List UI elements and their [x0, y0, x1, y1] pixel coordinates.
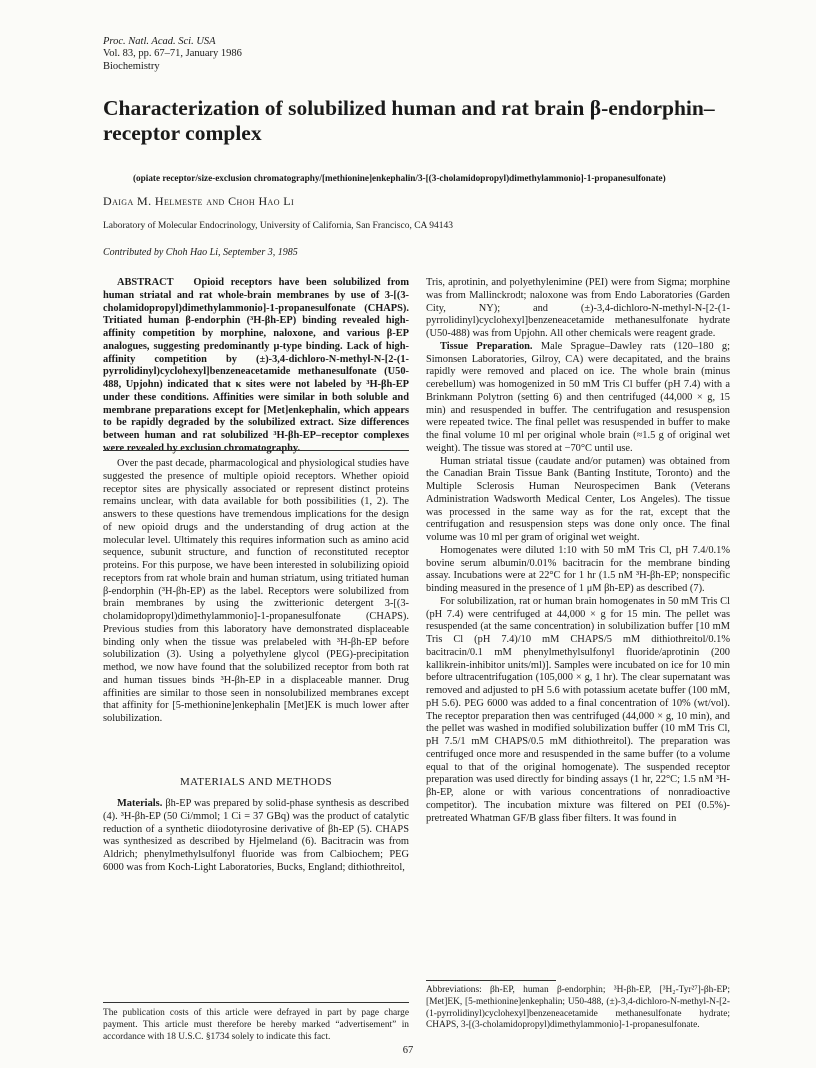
materials-text: βh-EP was prepared by solid-phase synthesis as described (4). ³H-βh-EP (50 Ci/mmol; 1 Ci = 37 GBq) was the product of catalytic reduction of a synthetic diiodotyrosine derivative of βh-EP (5). CHAPS was synthesized as described by Hjelmeland (6). Bacitracin was from Aldrich; phenylmethylsulfonyl fluoride was from Calbiochem; PEG 6000 was from Koch-Light Laboratories, Bucks, England; dithiothreitol, — [103, 798, 409, 873]
abstract-label: ABSTRACT — [117, 277, 174, 288]
tissue-text: Male Sprague–Dawley rats (120–180 g; Simonsen Laboratories, Gilroy, CA) were decapitated, and the brains rapidly were removed and placed on ice. The whole brain (minus cerebellum) was homogenized in 50 mM Tris Cl buffer (pH 7.4) with a Brinkmann Polytron (setting 6) and then centrifuged (44,000 × g, 15 min) and resuspended in buffer. The centrifugation and resuspension were repeated twice. The final pellet was resuspended in buffer to make the final volume 10 ml per original whole brain (≈1.5 g of original wet weight). The tissue was stored at −70°C until use. — [426, 340, 730, 454]
tissue-label: Tissue Preparation. — [440, 340, 533, 352]
methods-heading: MATERIALS AND METHODS — [179, 776, 333, 788]
journal-volume: Vol. 83, pp. 67–71, January 1986 — [103, 48, 242, 60]
article-title: Characterization of solubilized human and rat brain β-endorphin–receptor complex — [103, 96, 715, 145]
abstract-text: Opioid receptors have been solubilized from human striatal and rat whole-brain membranes by use of 3-[(3-cholamidopropyl)dimethylammonio]-1-propanesulfonate (CHAPS). Tritiated human β-endorphin (³H-βh-EP) binding revealed high-affinity competition by morphine, naloxone, and various β-EP analogues, suggesting predominantly μ-type binding. Lack of high-affinity competition by (±)-3,4-dichloro-N-methyl-N-[2-(1-pyrrolidinyl)cyclohexyl]benzeneacetamide methanesulfonate (U50-488, Upjohn) indicated that κ sites were not labeled by ³H-βh-EP under these conditions. Affinities were similar in both soluble and membrane preparations except for [Met]enkephalin, which appears to be rapidly degraded by the solubilized extract. Size differences between human and rat solubilized ³H-βh-EP–receptor complexes were revealed by exclusion chromatography. — [103, 277, 410, 454]
abstract-rule — [103, 450, 409, 451]
solubilization-paragraph: For solubilization, rat or human brain homogenates in 50 mM Tris Cl (pH 7.4) were centrifuged at 44,000 × g for 15 min. The pellet was resuspended (at the same concentration) in solubilization buffer [10 mM Tris Cl (pH 7.4)/10 mM CHAPS/5 mM dithiothreitol/0.1% bacitracin/0.1 mM phenylmethylsulfonyl fluoride/aprotinin (200 kallikrein-inhibitor units/ml)]. Samples were incubated on ice for 10 min before ultracentrifugation (105,000 × g, 1 hr). The clear supernatant was removed and adjusted to pH 5.6 with potassium acetate buffer (100 mM, pH 5.6). PEG 6000 was added to a final concentration of 10% (wt/vol). The receptor preparation then was centrifuged (44,000 × g, 10 min), and the pellet was washed in modified solubilization buffer (10 mM Tris Cl, pH 7.5/1 mM CHAPS/0.5 mM dithiothreitol). The preparation was centrifuged once more and resuspended in the same buffer (to a volume equal to that of the original homogenate). The suspended receptor preparation was used directly for binding assays (1 hr, 22°C; 1.5 nM ³H-βh-EP, alone or with various concentrations of nonradioactive competitor). The incubation mixture was filtered on PEI (0.5%)-pretreated Whatman GF/B glass fiber filters. It was found in — [426, 595, 730, 824]
right-column — [426, 277, 730, 825]
introduction — [103, 458, 409, 726]
page-number: 67 — [402, 1045, 414, 1056]
journal-name: Proc. Natl. Acad. Sci. USA — [103, 36, 216, 47]
materials-section — [103, 798, 409, 875]
abbreviations: Abbreviations: βh-EP, human β-endorphin; ³H-βh-EP, [³H₂-Tyr²⁷]-βh-EP; [Met]EK, [5-methionine]enkephalin; U50-488, (±)-3,4-dichloro-N-methyl-N-[2-(1-pyrrolidinyl)cyclohexyl]benzeneacetamide methanesulfonate hydrate; CHAPS, 3-[(3-cholamidopropyl)dimethylammonio]-1-propanesulfonate. — [426, 985, 730, 1031]
abbrev-rule — [426, 980, 556, 981]
authors: Daiga M. Helmeste and Choh Hao Li — [103, 194, 295, 208]
footnote-rule — [103, 1002, 409, 1003]
materials-continued: Tris, aprotinin, and polyethylenimine (PEI) were from Sigma; morphine was from Mallinckrodt; naloxone was from Endo Laboratories (Garden City, NY); and (±)-3,4-dichloro-N-methyl-N-[2-(1-pyrrolidinyl)cyclohexyl]benzeneacetamide methanesulfonate hydrate (U50-488) was from Upjohn. All other chemicals were reagent grade. — [426, 277, 730, 339]
journal-section: Biochemistry — [103, 60, 160, 72]
publication-footnote: The publication costs of this article were defrayed in part by page charge payment. This article must therefore be hereby marked “advertisement” in accordance with 18 U.S.C. §1734 solely to indicate this fact. — [103, 1008, 409, 1042]
contributed-by: Contributed by Choh Hao Li, September 3, 1985 — [103, 247, 298, 258]
intro-paragraph: Over the past decade, pharmacological and physiological studies have suggested the presence of multiple opioid receptors. Whether opioid receptor sites are physically associated or represent distinct proteins remains unclear, with data available for both possibilities (1, 2). The answers to these questions have tremendous implications for the design of new opioid drugs and the understanding of drug action at the molecular level. Ultimately this requires information such as amino acid sequence, subunit structure, and function of reconstituted receptor proteins. For this purpose, we have been interested in solubilizing opioid receptors from rat whole brain and human striatum, using tritiated human β-endorphin (³H-βh-EP) as the label. Receptors were solubilized from brain membranes by using the zwitterionic detergent 3-[(3-cholamidopropyl)dimethylammonio]-1-propanesulfonate (CHAPS). Previous studies from this laboratory have demonstrated displaceable binding only when the tissue was prelabeled with ³H-βh-EP before solubilization (3). Using a polyethylene glycol (PEG)-precipitation method, we now have found that the solubilized receptor from both rat and human tissues binds ³H-βh-EP in a displaceable manner. Drug affinities are similar to those seen in nonsolubilized membranes except that affinity for [5-methionine]enkephalin [Met]EK is much lower after solubilization. — [103, 458, 409, 724]
materials-label: Materials. — [117, 798, 163, 809]
homogenate-paragraph: Homogenates were diluted 1:10 with 50 mM Tris Cl, pH 7.4/0.1% bovine serum albumin/0.01% bacitracin for the membrane binding assay. Incubations were at 22°C for 1 hr (1.5 nM ³H-βh-EP; nonspecific binding measured in the presence of 1 μM βh-EP) as described (7). — [426, 544, 730, 594]
affiliation: Laboratory of Molecular Endocrinology, University of California, San Francisco, CA 94143 — [103, 221, 454, 231]
abstract — [103, 277, 409, 456]
human-tissue-paragraph: Human striatal tissue (caudate and/or putamen) was obtained from the Canadian Brain Tissue Bank (Banting Institute, Toronto) and the Multiple Sclerosis Human Neurospecimen Bank (Veterans Administration Wadsworth Medical Center, Los Angeles). The tissue was processed in the same way as for the rat, except that the centrifugation and resuspension steps was done only once. The final volume was 10 ml per gram of original wet weight. — [426, 455, 730, 543]
keywords: (opiate receptor/size-exclusion chromatography/[methionine]enkephalin/3-[(3-cholamidopropyl)dimethylammonio]-1-propanesulfonate) — [133, 173, 666, 183]
journal-header — [103, 36, 242, 73]
